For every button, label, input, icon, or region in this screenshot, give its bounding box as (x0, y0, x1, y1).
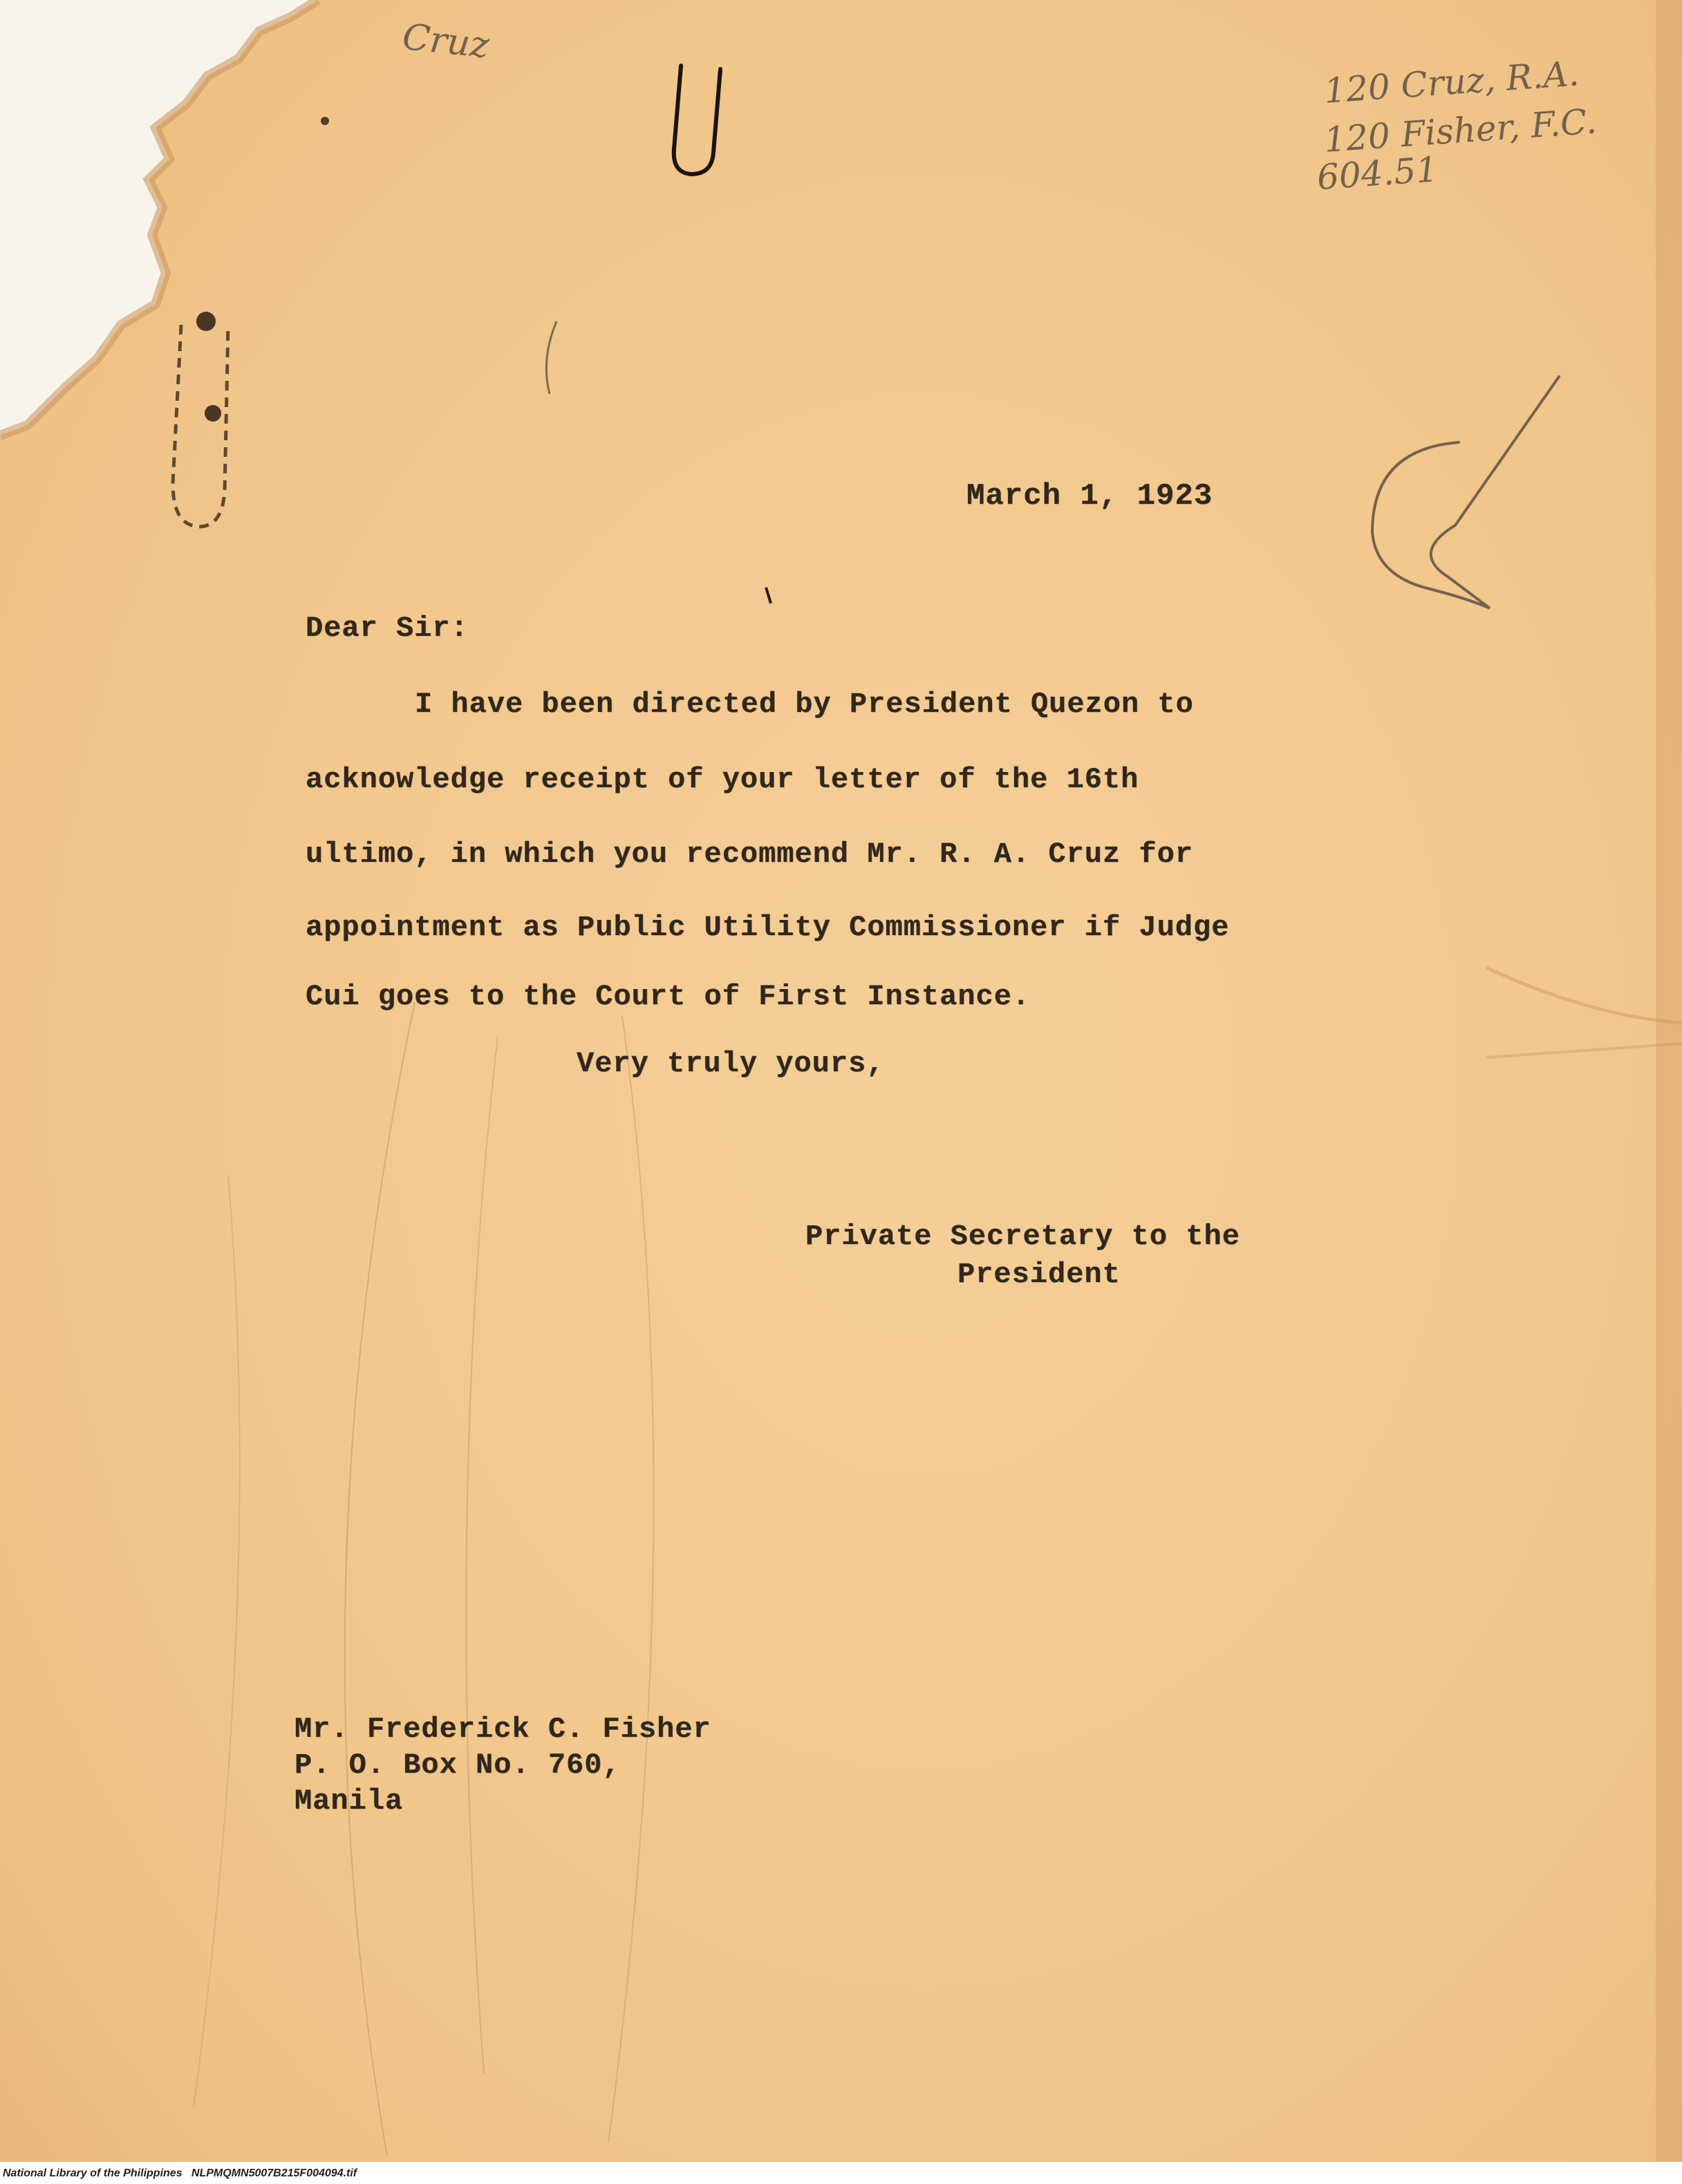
handwritten-note-cruz: Cruz (400, 16, 492, 67)
handwritten-file-note: 120 Cruz, R.A. (1323, 53, 1580, 111)
scan-footer-label: National Library of the Philippines NLPMQMN5007B215F004094.tif (3, 2167, 357, 2179)
recipient-address-line: Manila (295, 1785, 404, 1818)
letter-body-line: ultimo, in which you recommend Mr. R. A. Cruz for (306, 838, 1194, 871)
letter-salutation: Dear Sir: (306, 612, 469, 645)
letter-body-line: I have been directed by President Quezon to (415, 688, 1194, 721)
letter-closing: Very truly yours, (577, 1047, 885, 1080)
letter-body-line: appointment as Public Utility Commissioner if Judge (306, 911, 1230, 944)
letter-date: March 1, 1923 (966, 479, 1213, 514)
signature-title-line: Private Secretary to the (805, 1220, 1240, 1253)
recipient-address-line: P. O. Box No. 760, (295, 1749, 621, 1782)
letter-body-line: Cui goes to the Court of First Instance. (306, 980, 1031, 1013)
handwritten-file-note: 120 Fisher, F.C. (1323, 101, 1598, 160)
recipient-address-line: Mr. Frederick C. Fisher (295, 1713, 711, 1746)
handwritten-file-note: 604.51 (1316, 149, 1439, 198)
signature-title-line: President (957, 1258, 1121, 1291)
letter-body-line: acknowledge receipt of your letter of the 16th (306, 763, 1139, 796)
